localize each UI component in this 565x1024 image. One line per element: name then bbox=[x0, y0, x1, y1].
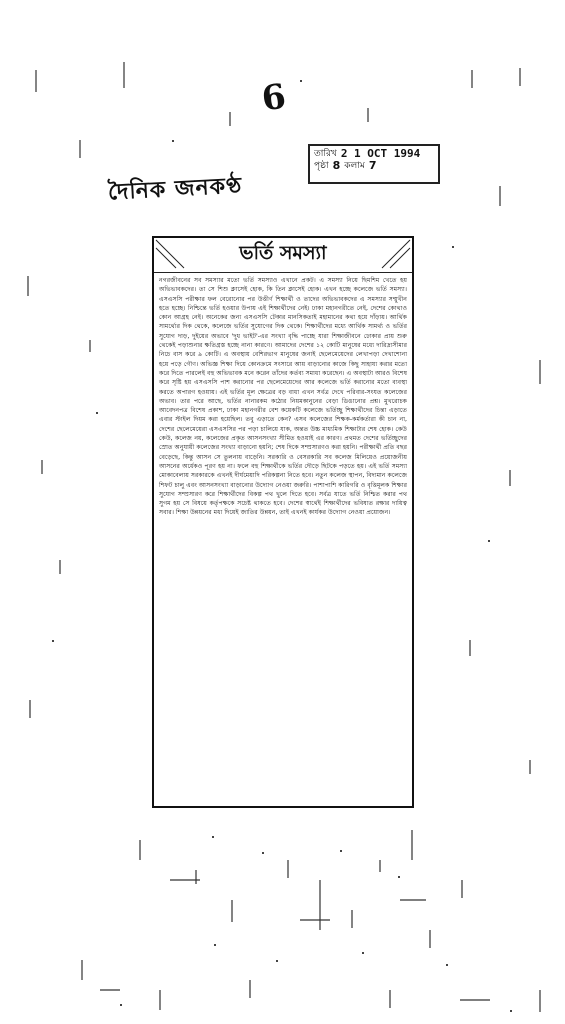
corner-ornament-icon bbox=[372, 238, 412, 272]
stamp-page-label: পৃষ্ঠা bbox=[314, 161, 329, 171]
stamp-page-value: 8 bbox=[332, 160, 341, 172]
article-clipping bbox=[152, 236, 414, 808]
corner-ornament-icon bbox=[154, 238, 194, 272]
article-header bbox=[154, 238, 412, 273]
stamp-date-label: তারিখ bbox=[314, 149, 337, 159]
article-body: নগরজীবনের সব সমস্যার মতো ভর্তি সমস্যাও এখানে প্রকট। এ সমস্যা নিয়ে ছিমশিম খেতে হয় অভিভাবকদের। তা সে শিশু ক্লাসেই হোক, কি তিন ক্লাসেই হোক। এখন হচ্ছে কলেজে ভর্তি সমস্যা। এসএসসি পরীক্ষার ফল বেরোনোর পর উত্তীর্ণ শিক্ষার্থী ও তাদের অভিভাবকদের এ সমস্যার সম্মুখীন হতে হচ্ছে। নিশ্চিন্তে ভর্তি হওয়ার উপায় এই শিক্ষার্থীদের নেই। ঢাকা মহানগরীতে নেই, দেশের কোথাও কোন আগ্রহ নেই। অনেকের জন্য এসএসসি টেকার মানসিকতাই মহামানের কথা হয়ে দাঁড়ায়। আর্থিক সামর্থ্যের দিক থেকে, কলেজে ভর্তির সুযোগের দিক থেকে। শিক্ষার্থীদের মধ্যে আর্থিক সামর্থ্য ও ভর্তির সুযোগ দাড়, দুইয়ের অভাবে 'দুধ ভাইট'-এর সংখ্যা বৃদ্ধি পাচ্ছে যারা শিক্ষাজীবনে ঢোকার প্রায় শুরু থেকেই পড়াশুনার ক্ষতিগ্রস্ত হচ্ছে নানা কারণে। আমাদের দেশের ১২ কোটি মানুষের মধ্যে দারিদ্র্যসীমার নিচে বাস করে ৯ কোটি। এ অবস্থায় বেশিরভাগ মানুষের জন্যই ছেলেমেয়েদের লেখাপড়া দেখাশোনা হয়ে পড়ে গৌণ। অভিজ্ঞ শিক্ষা দিয়ে কোনক্রমে সংসারে আয় বাড়ানোর কাজে কিছু সাহায্য করার মতো করে দিতে পারলেই বহু অভিভাবক মনে করেন তাঁদের কর্তব্য সমাধা করেছেন। এ অবস্থাটা আরও বিশেষ করে সৃষ্টি হয় এসএসসি পাশ করানোর পর ছেলেমেয়েদের আর কলেজে ভর্তি করানোর মতো ব্যবস্থা করতে অপারগ হওয়ায়। এই ভর্তির মূল ক্ষেত্রের বড় বাধা এখন সর্বত্র দেখে পরিবার-সংযত কলেজের অভাব। তার পরে আছে, ভর্তির নানারকম কঠোর নিয়মকানুনের বেড়া ডিঙানোর প্রশ্ন। মুখরোচক আবেদনপত্র বিশেষ প্রকাশ, ঢাকা মহানগরীর বেশ কয়েকটি কলেজে ভর্তিচ্ছু শিক্ষার্থীদের চিন্তা এড়াতে এবার স্টাইল দিয়ম করা হয়েছিল। তবু এড়াতে কেন? এসব কলেজের শিক্ষক-কর্মকর্তারা কী চান না, দেশের ছেলেমেয়েরা এসএসসির পর পড়া চালিয়ে যাক, অন্তত উচ্চ মাধ্যমিক শিক্ষাটার শেষ হোক। কেউ কেউ, কলেজ নয়, কলেজের প্রকৃত আসনসংখ্যা সীমিত হওয়াই এর কারণ। প্রথমত দেশের ভর্তিচ্ছুদের স্রোত অনুযায়ী কলেজের সংখ্যা বাড়ানো হয়নি; শেষ দিকে সম্প্রসারণও করা হয়নি। পরীক্ষার্থী প্রতি বছর বেড়েছে, কিন্তু আসন সে তুলনায় বাড়েনি। সরকারি ও বেসরকারি সব কলেজ মিলিয়েও প্রয়োজনীয় আসনের অর্ধেকও পূরণ হয় না। ফলে বহু শিক্ষার্থীকে ভর্তির দৌড়ে ছিটকে পড়তে হয়। এই ভর্তি সমস্যা মোকাবেলায় সরকারকে এখনই দীর্ঘমেয়াদি পরিকল্পনা নিতে হবে। নতুন কলেজ স্থাপন, বিদ্যমান কলেজে শিফট চালু এবং আসনসংখ্যা বাড়ানোর উদ্যোগ নেওয়া জরুরি। পাশাপাশি কারিগরি ও বৃত্তিমূলক শিক্ষার সুযোগ সম্প্রসারণ করে শিক্ষার্থীদের বিকল্প পথ খুলে দিতে হবে। সর্বত্র যাতে ভর্তি নিশ্চিত করার পথ সুগম হয় সে বিষয়ে কর্তৃপক্ষকে সচেষ্ট থাকতে হবে। দেশের স্বার্থেই শিক্ষার্থীদের ভবিষ্যত রক্ষার দায়িত্ব সবার। শিক্ষা উন্নয়নের মধ্য দিয়েই জাতির উন্নয়ন, তাই এখনই কার্যকর উদ্যোগ নেওয়া প্রয়োজন। bbox=[159, 277, 407, 517]
date-stamp bbox=[308, 144, 440, 184]
article-title: ভর্তি সমস্যা bbox=[239, 242, 327, 264]
handwritten-page-number: 6 bbox=[259, 76, 289, 120]
stamp-column-label: কলাম bbox=[344, 161, 365, 171]
stamp-column-value: 7 bbox=[368, 160, 377, 172]
stamp-date: 2 1 OCT 1994 bbox=[340, 148, 421, 160]
newspaper-masthead: দৈনিক জনকণ্ঠ bbox=[107, 172, 243, 206]
